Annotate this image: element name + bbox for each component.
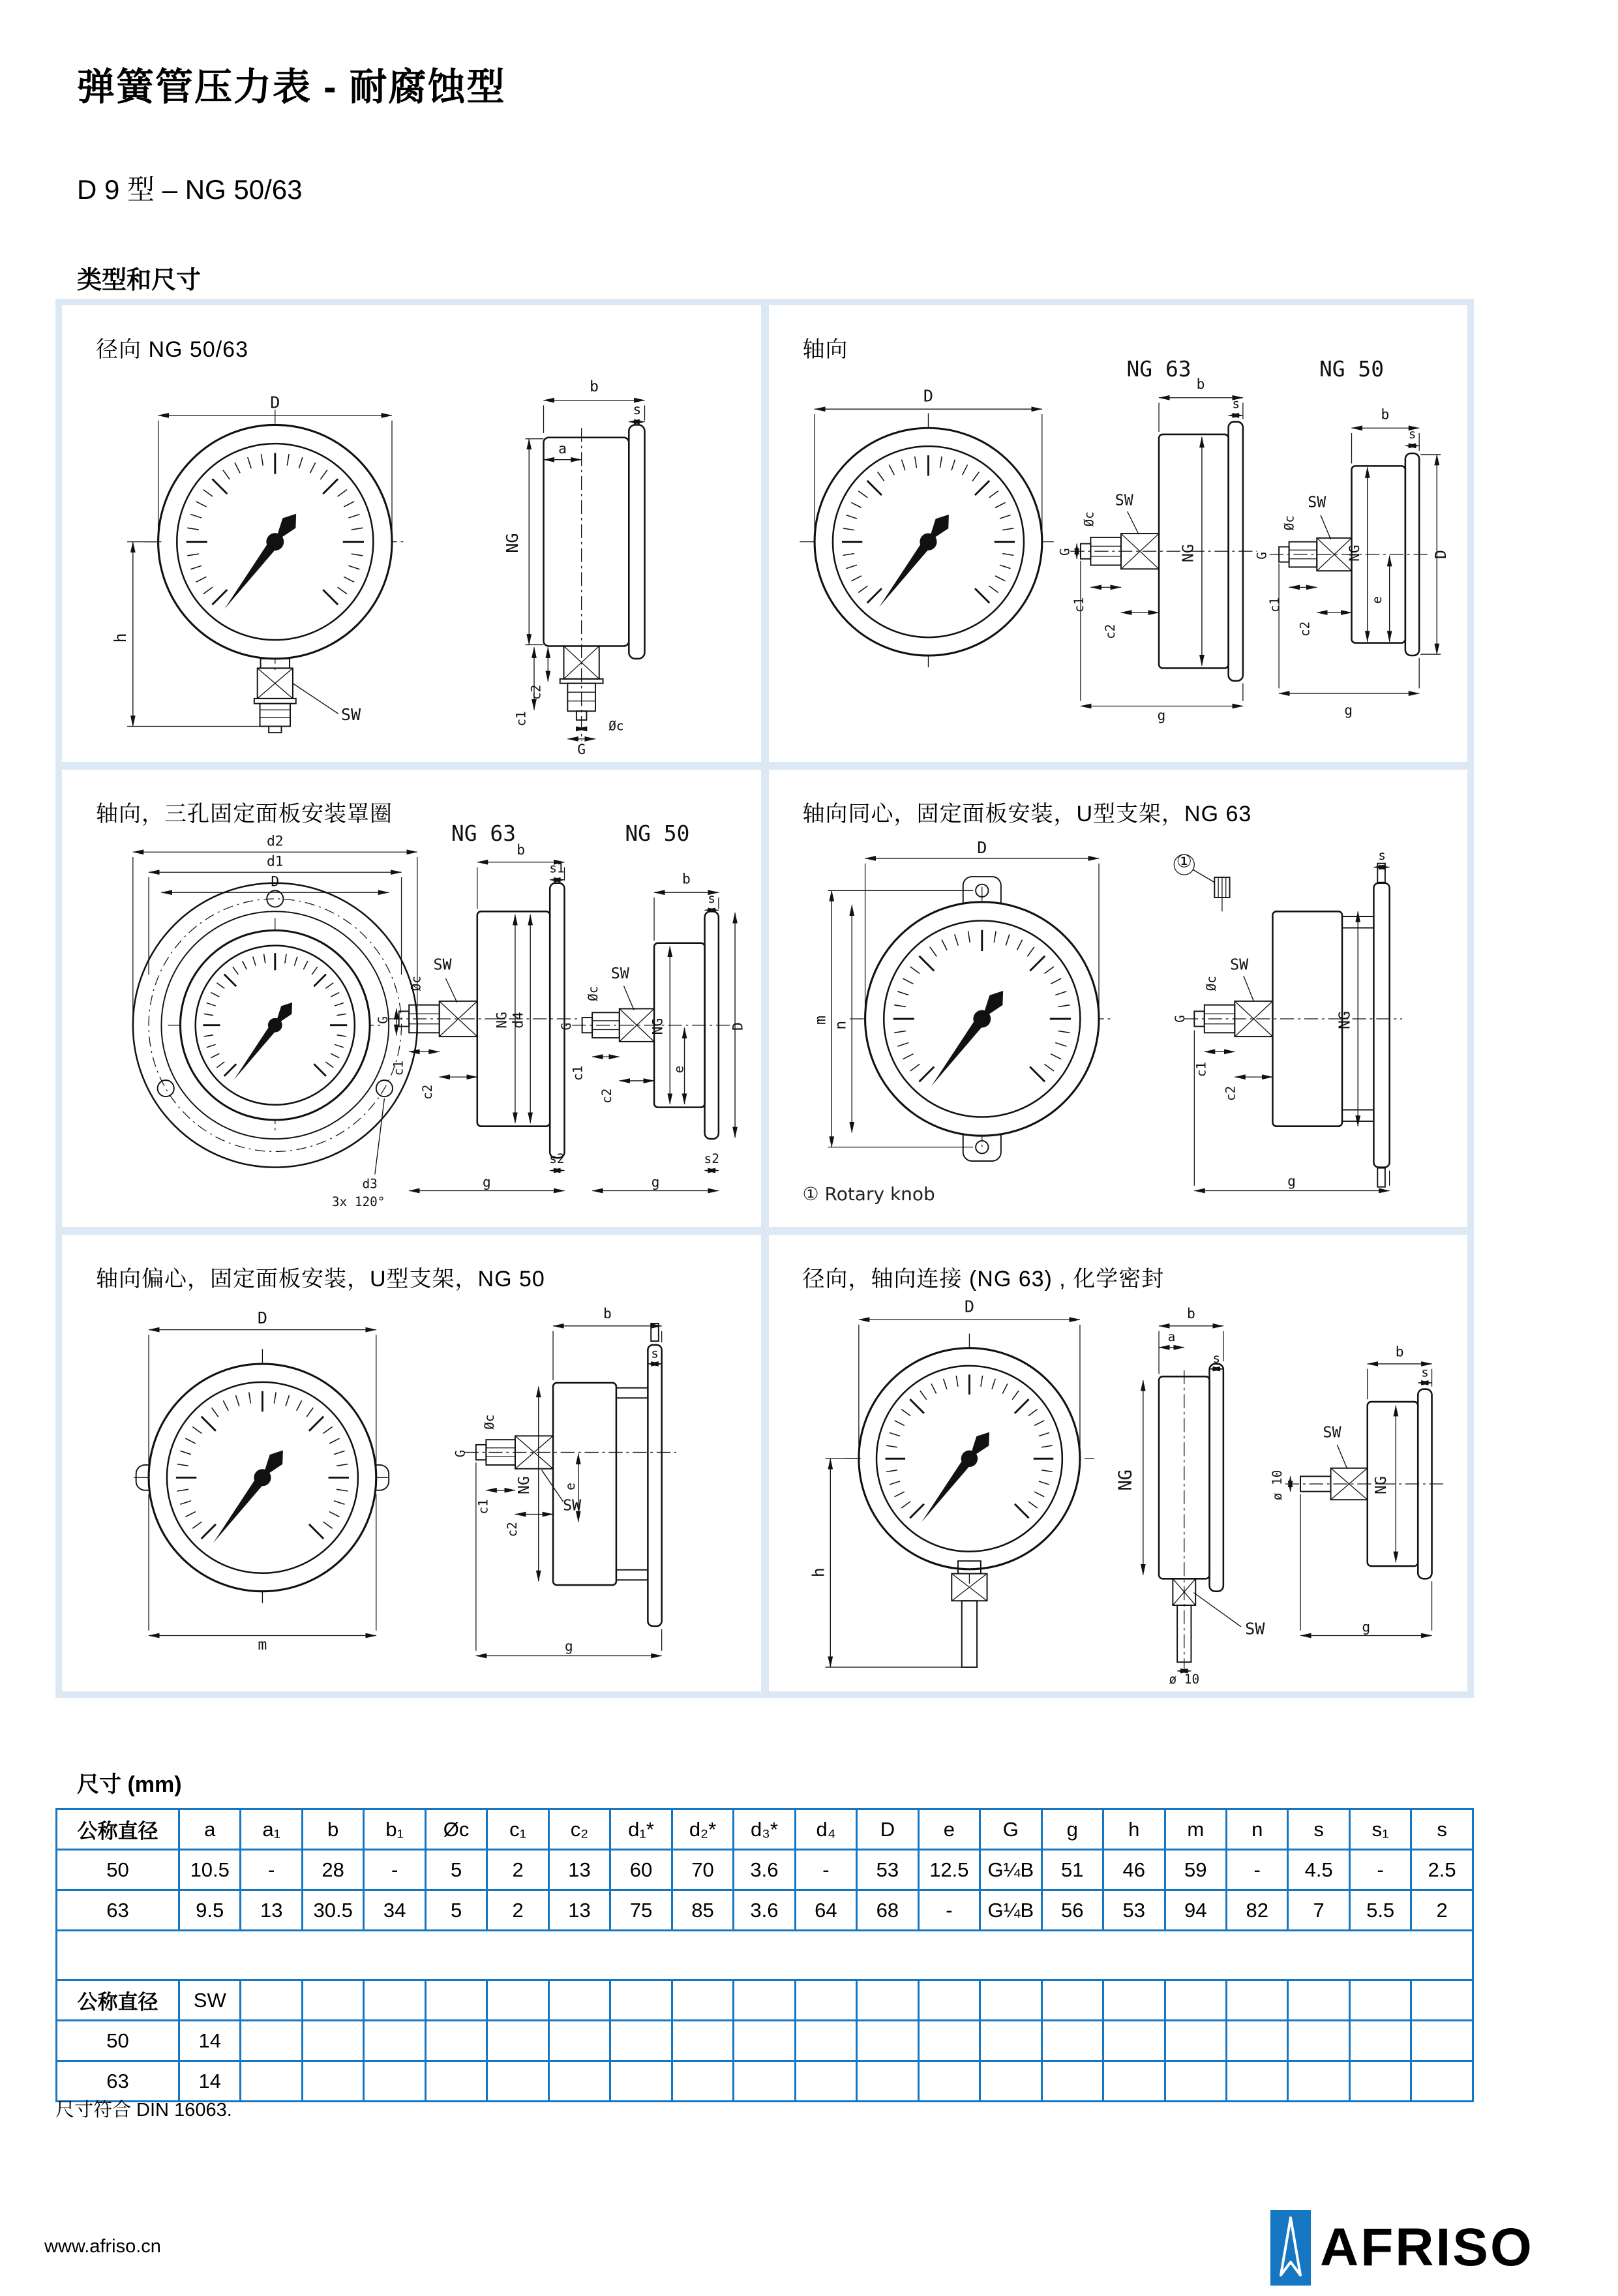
dim-label: NG 63 [1126,355,1191,382]
table-header-cell: SW [179,1980,241,2021]
dim-label: SW [340,704,361,724]
table-cell: 13 [548,1850,610,1890]
dim-label: b [1196,376,1205,393]
afriso-logo-icon [1270,2210,1311,2286]
panel-axial-bezel [62,770,761,1226]
technical-drawing-axial [769,352,1470,757]
dim-label: m [258,1635,267,1654]
dim-label: g [482,1175,491,1192]
table-cell: 5 [425,1890,487,1931]
dim-label: ① [1176,851,1192,872]
table-header-cell: n [1226,1809,1287,1850]
dim-label: b [603,1305,612,1322]
table-cell: 30.5 [302,1890,363,1931]
dimensions-heading: 尺寸 (mm) [77,1772,182,1797]
dim-label: NG [1346,545,1363,562]
dim-label: d4 [510,1012,527,1029]
table-header-cell [1288,1980,1349,2021]
dim-label: Øc [481,1414,497,1430]
dim-label: c1 [570,1065,586,1081]
table-cell [1041,2061,1103,2102]
table-header-cell [425,1980,487,2021]
table-cell: 2 [487,1890,548,1931]
panel-title: 径向，轴向连接 (NG 63) , 化学密封 [802,1266,1165,1292]
table-header-cell [241,1980,302,2021]
table-cell: 14 [179,2021,241,2061]
dim-label: s [633,401,642,418]
technical-drawing-bezel [62,817,763,1221]
dim-label: s [651,1345,659,1361]
table-header-cell: g [1041,1809,1103,1850]
dim-label: G [1056,548,1072,556]
dim-label: G [453,1449,468,1457]
table-cell: 34 [364,1890,425,1931]
table-cell [734,2021,795,2061]
table-cell: 28 [302,1850,363,1890]
table-header-cell [1103,1980,1165,2021]
table-cell: 7 [1288,1890,1349,1931]
dim-label: s2 [704,1151,719,1167]
gauge-front-view [850,887,1114,1151]
table-header-cell: s [1411,1809,1473,1850]
table-cell [1165,2021,1226,2061]
table-cell [857,2021,918,2061]
dim-label: g [564,1638,573,1655]
dim-label: D [257,1308,267,1327]
table-cell: 59 [1165,1850,1226,1890]
dim-label: d2 [266,833,284,850]
table-cell [795,2061,856,2102]
table-header-cell [918,1980,980,2021]
panel-title: 轴向同心，固定面板安装，U型支架，NG 63 [802,802,1252,827]
dim-label: c1 [1193,1062,1209,1078]
page-title: 弹簧管压力表 - 耐腐蚀型 [77,66,506,108]
dim-label: Øc [1281,515,1296,531]
dim-label: e [562,1482,578,1490]
dim-label: b [1380,406,1389,423]
dim-label: D [271,873,280,890]
table-cell: 9.5 [179,1890,241,1931]
dim-label: SW [610,965,629,983]
table-cell [795,2021,856,2061]
dim-label: SW [1322,1423,1341,1441]
dim-label: c2 [528,684,544,700]
table-header-cell [980,1980,1041,2021]
dim-label: G [559,1023,575,1031]
table-cell [487,2061,548,2102]
dim-label: SW [563,1496,582,1515]
dim-label: NG [1336,1011,1354,1030]
dim-label: c1 [391,1061,406,1076]
dim-label: D [1431,550,1450,559]
table-cell: - [1349,1850,1411,1890]
table-row [57,2021,1473,2061]
dim-label: SW [1244,1619,1265,1639]
table-cell: 10.5 [179,1850,241,1890]
table-cell: 50 [57,1850,179,1890]
dim-label: b [1186,1305,1195,1322]
dim-label: c2 [1297,621,1313,637]
table-cell [548,2021,610,2061]
dim-label: ø 10 [1269,1470,1285,1500]
table-cell: 14 [179,2061,241,2102]
dim-label: a [1167,1329,1175,1344]
table-row [57,1890,1473,1931]
dim-label: g [1361,1619,1370,1636]
dim-label: s [1377,848,1386,864]
dim-label: G [376,1016,391,1025]
dim-label: D [730,1022,747,1031]
table-row [57,1980,1473,2021]
table-cell: 60 [610,1850,672,1890]
dim-label: NG [650,1018,667,1035]
table-cell: 4.5 [1288,1850,1349,1890]
table-header-cell: c₂ [548,1809,610,1850]
dim-label: Øc [1081,511,1096,527]
table-cell [610,2061,672,2102]
dim-label: d3 [362,1176,378,1192]
gauge-side-view-radial [1159,1364,1223,1674]
dim-label: NG [1115,1469,1135,1491]
dim-label: NG 63 [451,821,517,847]
table-cell: 5.5 [1349,1890,1411,1931]
table-cell [918,2021,980,2061]
table-header-cell: h [1103,1809,1165,1850]
dim-label: h [111,633,130,643]
table-cell [1103,2021,1165,2061]
panel-title: 径向 NG 50/63 [96,337,248,362]
gauge-side-view [464,1323,676,1626]
table-header-cell [672,1980,733,2021]
table-header-cell: D [857,1809,918,1850]
table-cell: 64 [795,1890,856,1931]
table-cell: 63 [57,1890,179,1931]
table-cell: 75 [610,1890,672,1931]
gauge-front-view [143,410,407,674]
rotary-knob-note: ① Rotary knob [802,1183,935,1205]
table-cell [610,2021,672,2061]
table-cell: 46 [1103,1850,1165,1890]
table-header-cell [1411,1980,1473,2021]
table-cell: 2.5 [1411,1850,1473,1890]
dim-label: D [270,393,280,412]
table-cell [1103,2061,1165,2102]
dim-label: D [964,1297,974,1316]
panel-title: 轴向 [802,337,848,362]
dim-label: s [1408,426,1416,442]
page-subtitle: D 9 型 – NG 50/63 [77,174,303,205]
table-header-cell [302,1980,363,2021]
dim-label: SW [433,956,452,974]
table-cell: 63 [57,2061,179,2102]
table-cell: 94 [1165,1890,1226,1931]
table-cell [1349,2061,1411,2102]
table-row [57,1809,1473,1850]
table-header-cell [610,1980,672,2021]
dim-label: SW [1115,491,1133,509]
table-header-cell: c₁ [487,1809,548,1850]
technical-drawing-seal [769,1282,1470,1686]
dim-label: h [809,1567,828,1577]
table-header-cell: 公称直径 [57,1980,179,2021]
dim-label: s [708,891,716,907]
dim-label: c1 [1071,597,1086,613]
gauge-side-view-ng63 [1070,422,1257,681]
table-cell: - [918,1890,980,1931]
gauge-front-view [800,414,1056,671]
table-header-cell: s₁ [1349,1809,1411,1850]
table-cell: 2 [1411,1890,1473,1931]
dim-label: s1 [549,860,565,876]
dim-label: NG [502,533,522,553]
dim-label: G [1172,1015,1188,1023]
table-cell: 13 [548,1890,610,1931]
table-header-cell: e [918,1809,980,1850]
gauge-side-view [1184,864,1401,1187]
dim-label: SW [1229,956,1248,974]
table-cell: 12.5 [918,1850,980,1890]
dim-label: D [923,386,933,406]
gauge-side-view-axial [1285,1389,1443,1578]
table-header-cell: a₁ [241,1809,302,1850]
table-cell: 3.6 [734,1890,795,1931]
table-header-cell: d₁* [610,1809,672,1850]
table-cell: - [241,1850,302,1890]
table-cell: 2 [487,1850,548,1890]
table-cell: 13 [241,1890,302,1931]
panel-uclamp-ng50 [62,1235,761,1691]
table-cell [1411,2021,1473,2061]
dim-label: Øc [1203,976,1219,991]
dim-label: NG 50 [1319,355,1384,382]
table-cell [302,2021,363,2061]
table-cell: 82 [1226,1890,1287,1931]
table-cell: 70 [672,1850,733,1890]
table-cell: 85 [672,1890,733,1931]
dim-label: b [1395,1343,1404,1360]
table-cell [241,2021,302,2061]
table-header-cell [487,1980,548,2021]
panel-title: 轴向，三孔固定面板安装罩圈 [96,802,393,827]
dim-label: Øc [608,718,624,734]
dim-label: g [1157,707,1165,724]
dim-label: c2 [420,1085,436,1100]
dim-label: s [1212,1350,1220,1366]
dim-label: NG [1178,544,1197,563]
dim-label: Øc [408,976,424,991]
table-cell: 3.6 [734,1850,795,1890]
panel-chemical-seal [769,1235,1468,1691]
gauge-front-view [134,1349,391,1606]
dim-label: s [1420,1364,1429,1380]
dim-label: c1 [475,1498,491,1515]
table-cell [918,2061,980,2102]
dim-label: e [1369,596,1385,604]
table-cell [1411,2061,1473,2102]
dim-label: c2 [1102,624,1118,639]
dim-label: e [671,1066,687,1074]
dim-label: c2 [599,1088,615,1104]
table-header-cell [857,1980,918,2021]
dim-label: Øc [585,986,601,1002]
table-header-cell [1226,1980,1287,2021]
table-cell [672,2061,733,2102]
dim-label: NG [515,1475,533,1494]
table-header-cell: s [1288,1809,1349,1850]
table-cell [1226,2021,1287,2061]
table-cell: 53 [1103,1890,1165,1931]
table-header-cell: G [980,1809,1041,1850]
table-cell: G¼B [980,1850,1041,1890]
table-cell [1349,2021,1411,2061]
dim-label: NG [494,1012,511,1029]
table-cell: 56 [1041,1890,1103,1931]
din-note: 尺寸符合 DIN 16063. [55,2100,232,2121]
dimensions-table [55,1808,1474,2102]
dim-label: s2 [549,1151,565,1167]
table-cell [487,2021,548,2061]
table-header-cell [364,1980,425,2021]
table-cell [425,2061,487,2102]
table-cell: 53 [857,1850,918,1890]
dim-label: G [1254,552,1270,560]
panel-uclamp-ng63 [769,770,1468,1226]
panel-title: 轴向偏心，固定面板安装，U型支架，NG 50 [96,1266,545,1292]
table-cell: - [1226,1850,1287,1890]
panel-radial [62,305,761,762]
table-header-cell [1349,1980,1411,2021]
table-cell [364,2021,425,2061]
dim-label: c1 [513,711,529,727]
dim-label: D [976,838,987,858]
table-cell: 51 [1041,1850,1103,1890]
dim-label: s [1231,396,1240,412]
gauge-front-view [844,1333,1094,1583]
dim-label: b [682,871,691,888]
table-header-cell: b [302,1809,363,1850]
table-cell: - [364,1850,425,1890]
table-header-cell [1165,1980,1226,2021]
table-header-cell: m [1165,1809,1226,1850]
table-cell [1165,2061,1226,2102]
table-header-cell: 公称直径 [57,1809,179,1850]
table-header-cell: Øc [425,1809,487,1850]
table-cell: 5 [425,1850,487,1890]
table-header-cell [795,1980,856,2021]
dim-label: d1 [266,853,284,870]
table-header-cell: d₄ [795,1809,856,1850]
section-heading: 类型和尺寸 [77,267,202,294]
table-header-cell [548,1980,610,2021]
drawing-panel-grid [55,299,1474,1698]
table-header-cell: d₂* [672,1809,733,1850]
gauge-front-view [168,918,382,1132]
dim-label: a [558,441,567,457]
table-cell [980,2021,1041,2061]
table-cell [302,2061,363,2102]
table-cell [1226,2061,1287,2102]
dim-label: b [590,378,599,396]
table-cell [364,2061,425,2102]
dim-label: SW [1307,493,1326,511]
table-cell [980,2061,1041,2102]
panel-axial [769,305,1468,762]
dim-label: G [577,742,586,757]
brand-logo [1270,2210,1534,2286]
table-cell: - [795,1850,856,1890]
table-cell: 50 [57,2021,179,2061]
table-cell [548,2061,610,2102]
table-cell [734,2061,795,2102]
table-row [57,2061,1473,2102]
dim-label: c1 [1266,597,1282,613]
table-header-cell: d₃* [734,1809,795,1850]
technical-drawing-radial [62,352,763,757]
website-url[interactable]: www.afriso.cn [44,2236,161,2257]
dim-label: n [831,1021,850,1031]
table-cell [1041,2021,1103,2061]
table-header-cell: b₁ [364,1809,425,1850]
gauge-side-view [544,425,645,740]
dim-label: 3x 120° [331,1194,385,1210]
technical-drawing-uclamp50 [62,1282,763,1686]
table-cell [425,2021,487,2061]
table-cell: 68 [857,1890,918,1931]
table-spacer-row [57,1931,1473,1980]
dim-label: NG 50 [625,821,690,847]
dim-label: c2 [1222,1085,1238,1102]
technical-drawing-uclamp63 [769,817,1470,1221]
dim-label: NG [1371,1475,1390,1494]
table-header-cell [1041,1980,1103,2021]
table-cell [1288,2061,1349,2102]
table-cell [241,2061,302,2102]
dim-label: ø 10 [1168,1671,1199,1686]
table-row [57,1850,1473,1890]
dim-label: m [811,1016,830,1025]
table-header-cell: a [179,1809,241,1850]
table-cell [857,2061,918,2102]
dim-label: g [1343,702,1353,719]
dim-label: g [651,1175,660,1192]
table-cell: G¼B [980,1890,1041,1931]
dim-label: b [517,842,526,859]
table-cell [1288,2021,1349,2061]
dim-label: g [1287,1173,1296,1190]
brand-name: AFRISO [1320,2218,1534,2277]
table-header-cell [734,1980,795,2021]
dim-label: c2 [504,1521,520,1537]
table-cell [672,2021,733,2061]
